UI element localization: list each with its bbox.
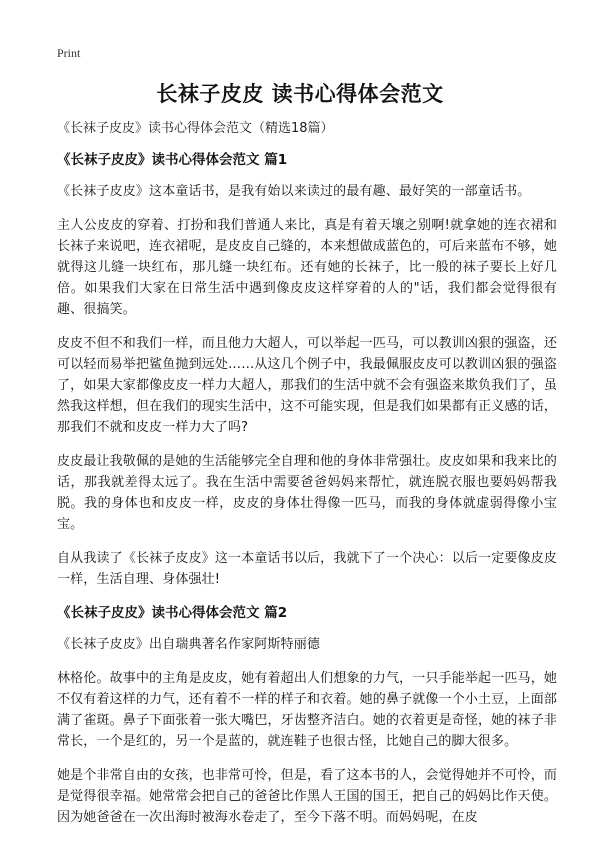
paragraph: 皮皮不但不和我们一样，而且他力大超人，可以举起一匹马，可以教训凶狠的强盗，还可以轻而易举把鲨鱼抛到远处……从这几个例子中，我最佩服皮皮可以教训凶狠的强盗了，如果大家都像皮皮一样力大超人，那我们的生活中就不会有强盗来欺负我们了，虽然我这样想，但在我们的现实生活中，这不可能实现，但是我们如果都有正义感的话，那我们不就和皮皮一样力大了吗? bbox=[57, 336, 557, 435]
paragraph: 林格伦。故事中的主角是皮皮，她有着超出人们想象的力气，一只手能举起一匹马，她不仅有着这样的力气，还有着不一样的样子和衣着。她的鼻子就像一个小土豆，上面部满了雀斑。鼻子下面张着一张大嘴巴，牙齿整齐洁白。她的衣着更是奇怪，她的袜子非常长，一个是红的，另一个是蓝的，就连鞋子也很古怪，比她自己的脚大很多。 bbox=[57, 671, 557, 749]
paragraph: 《长袜子皮皮》这本童话书，是我有始以来读过的最有趣、最好笑的一部童话书。 bbox=[57, 184, 531, 199]
document-subtitle: 《长袜子皮皮》读书心得体会范文（精选18篇） bbox=[57, 121, 334, 136]
section-1 bbox=[57, 150, 557, 590]
page-title: 长袜子皮皮 读书心得体会范文 bbox=[156, 82, 444, 106]
paragraph: 皮皮最让我敬佩的是她的生活能够完全自理和他的身体非常强壮。皮皮如果和我来比的话，那我就差得太远了。我在生活中需要爸爸妈妈来帮忙，就连脱衣服也要妈妈帮我脱。我的身体也和皮皮一样，皮皮的身体壮得像一匹马，而我的身体就虚弱得像小宝宝。 bbox=[57, 454, 557, 532]
section-2 bbox=[57, 603, 557, 828]
paragraph: 自从我读了《长袜子皮皮》这一本童话书以后，我就下了一个决心：以后一定要像皮皮一样，生活自理、身体强壮! bbox=[57, 551, 557, 587]
print-label: Print bbox=[57, 46, 81, 60]
section-heading: 《长袜子皮皮》读书心得体会范文 篇2 bbox=[57, 605, 288, 621]
section-heading: 《长袜子皮皮》读书心得体会范文 篇1 bbox=[57, 152, 288, 168]
paragraph: 主人公皮皮的穿着、打扮和我们普通人来比，真是有着天壤之别啊!就拿她的连衣裙和长袜子来说吧，连衣裙呢，是皮皮自己缝的，本来想做成蓝色的，可后来蓝布不够，她就得这儿缝一块红布，那儿缝一块红布。还有她的长袜子，比一般的袜子要长上好几倍。如果我们大家在日常生活中遇到像皮皮这样穿着的人的"话，我们都会觉得很有趣、很搞笑。 bbox=[57, 218, 557, 317]
document-body bbox=[57, 118, 557, 841]
paragraph: 她是个非常自由的女孩，也非常可怜，但是，看了这本书的人，会觉得她并不可怜，而是觉得很幸福。她常常会把自己的爸爸比作黑人王国的国王，把自己的妈妈比作天使。因为她爸爸在一次出海时被海水卷走了，至今下落不明。而妈妈呢，在皮 bbox=[57, 768, 557, 825]
paragraph: 《长袜子皮皮》出自瑞典著名作家阿斯特丽德 bbox=[57, 637, 321, 652]
